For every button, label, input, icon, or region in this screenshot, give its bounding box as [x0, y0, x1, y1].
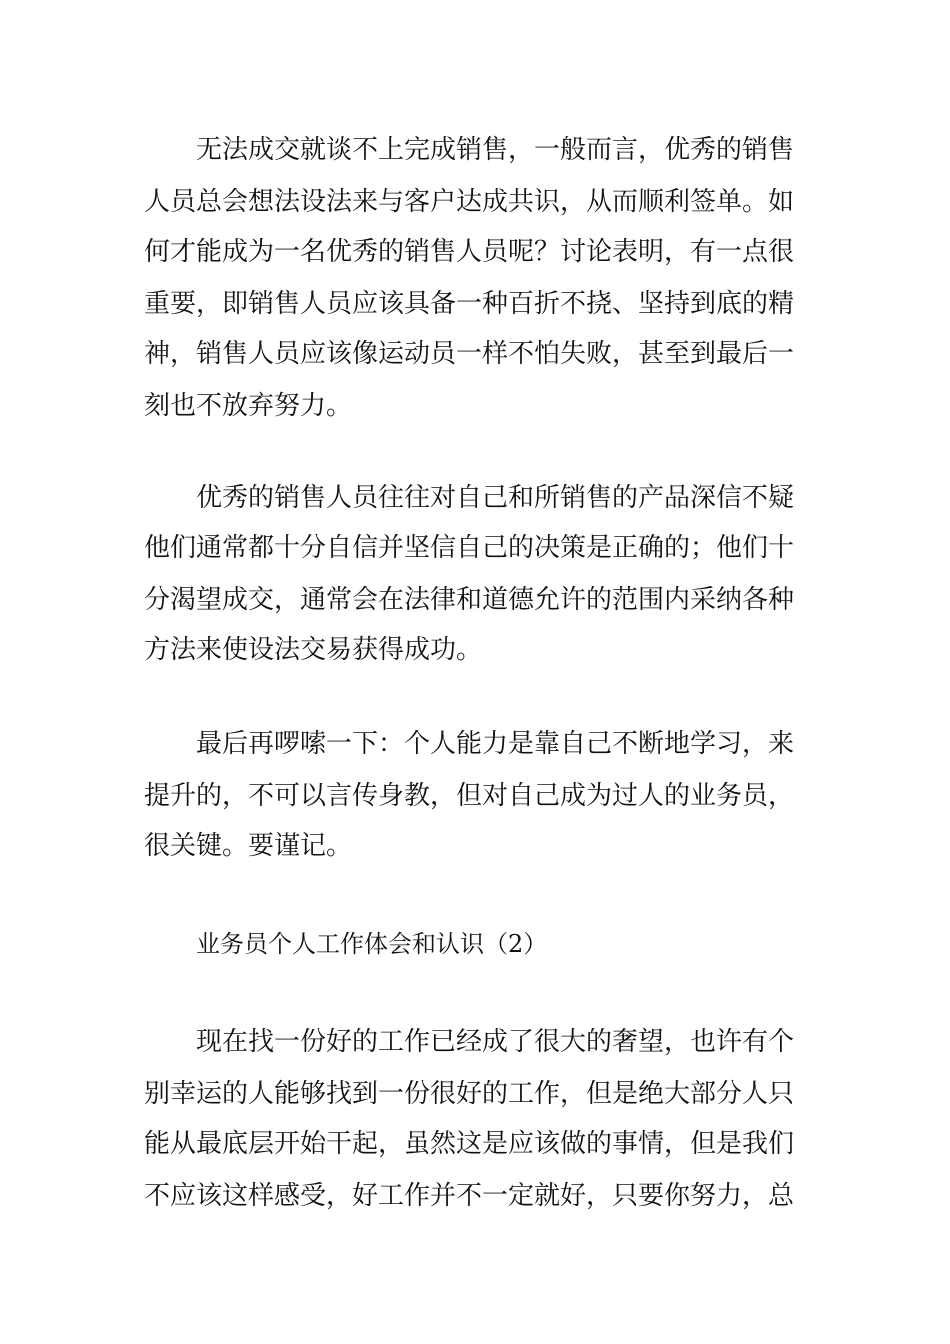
paragraph-4-line-3: 能从最底层开始干起，虽然这是应该做的事情，但是我们: [144, 1129, 795, 1159]
paragraph-1-line-2: 人员总会想法设法来与客户达成共识，从而顺利签单。如: [144, 187, 795, 217]
paragraph-4-line-4: 不应该这样感受，好工作并不一定就好，只要你努力，总: [144, 1181, 795, 1211]
paragraph-1-line-5: 神，销售人员应该像运动员一样不怕失败，甚至到最后一: [144, 339, 795, 369]
paragraph-2-line-4: 方法来使设法交易获得成功。: [144, 635, 483, 665]
paragraph-3-line-2: 提升的，不可以言传身教，但对自己成为过人的业务员，: [144, 781, 795, 811]
paragraph-1-line-6: 刻也不放弃努力。: [144, 391, 353, 421]
paragraph-4-line-2: 别幸运的人能够找到一份很好的工作，但是绝大部分人只: [144, 1079, 795, 1109]
paragraph-3-line-1: 最后再啰嗦一下：个人能力是靠自己不断地学习，来: [196, 729, 795, 759]
paragraph-2-line-2: 他们通常都十分自信并坚信自己的决策是正确的；他们十: [144, 533, 795, 563]
paragraph-1-line-1: 无法成交就谈不上完成销售，一般而言，优秀的销售: [196, 135, 795, 165]
paragraph-2-line-3: 分渴望成交，通常会在法律和道德允许的范围内采纳各种: [144, 585, 795, 615]
paragraph-3-line-3: 很关键。要谨记。: [144, 831, 353, 861]
paragraph-1-line-4: 重要，即销售人员应该具备一种百折不挠、坚持到底的精: [144, 289, 795, 319]
paragraph-4-line-1: 现在找一份好的工作已经成了很大的奢望，也许有个: [196, 1027, 795, 1057]
section-heading: 业务员个人工作体会和认识（2）: [196, 930, 548, 958]
paragraph-1-line-3: 何才能成为一名优秀的销售人员呢？讨论表明，有一点很: [144, 237, 795, 267]
paragraph-2-line-1: 优秀的销售人员往往对自己和所销售的产品深信不疑: [196, 483, 795, 513]
